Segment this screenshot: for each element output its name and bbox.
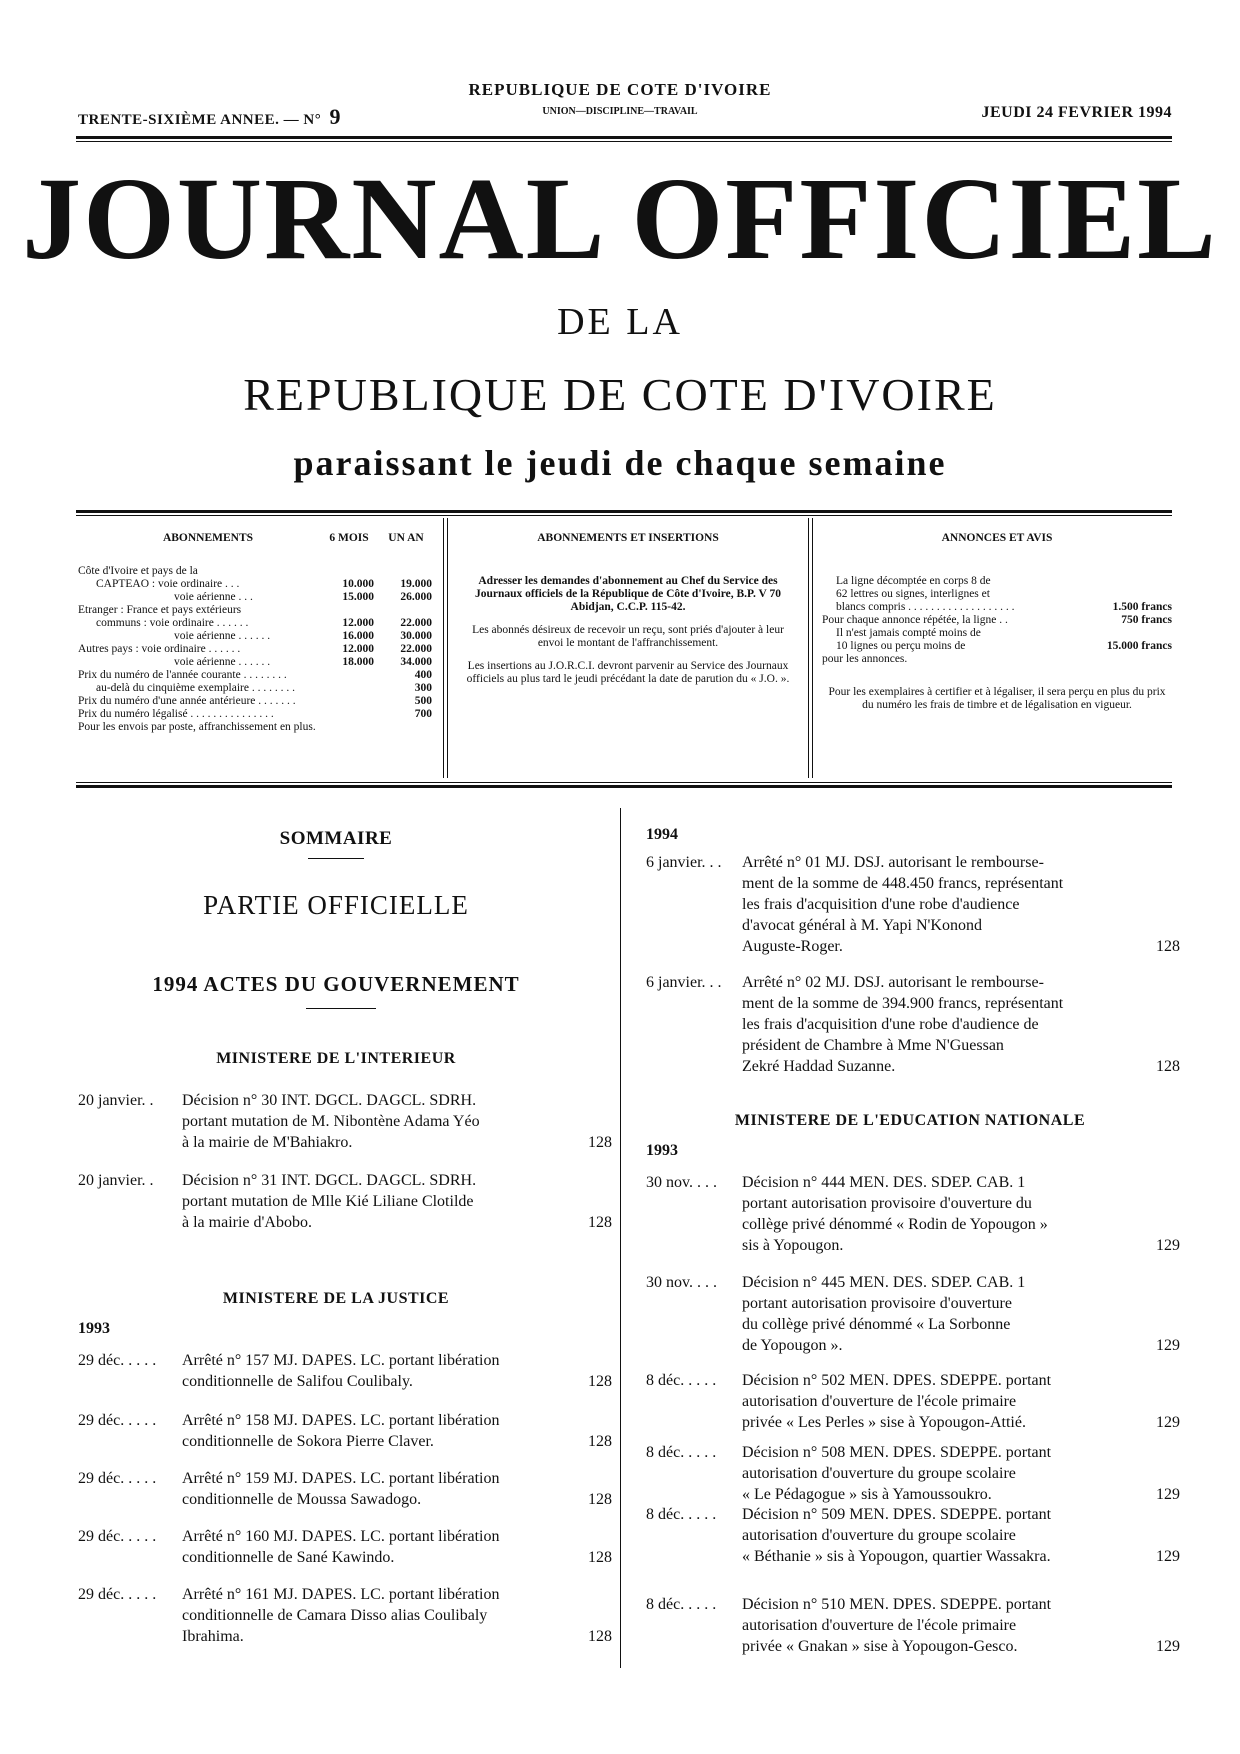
sommaire-title: SOMMAIRE	[279, 828, 393, 849]
column-divider	[620, 808, 621, 1668]
abonnement-row	[78, 591, 432, 604]
entry-text-line: portant mutation de Mlle Kié Liliane Clotilde	[182, 1193, 474, 1210]
insertions-paragraph-1: Adresser les demandes d'abonnement au Chef du Service des Journaux officiels de la République de Côte d'Ivoire, B.P. V 70 Abidjan, C.C.P. 115-42.	[475, 575, 781, 613]
entry-text-line: Décision n° 445 MEN. DES. SDEP. CAB. 1	[742, 1274, 1026, 1291]
infobox-divider-1	[443, 518, 444, 778]
masthead-republic: REPUBLIQUE DE COTE D'IVOIRE	[243, 369, 997, 420]
entry-text-line: Arrêté n° 161 MJ. DAPES. LC. portant libération	[182, 1586, 500, 1603]
infobox-bottom-rule-thin	[76, 782, 1172, 783]
abonnement-un-an: 26.000	[400, 591, 432, 603]
abonnement-un-an: 22.000	[400, 643, 432, 655]
abonnement-6mois: 16.000	[342, 630, 374, 642]
entry-text-line: autorisation d'ouverture de l'école primaire	[742, 1393, 1017, 1410]
abonnement-un-an: 30.000	[400, 630, 432, 642]
entry-page-number: 128	[1156, 1058, 1180, 1075]
entry-text-line: Décision n° 509 MEN. DPES. SDEPPE. portant	[742, 1506, 1052, 1523]
sommaire-entry	[646, 1504, 1180, 1567]
insertions-title: ABONNEMENTS ET INSERTIONS	[537, 532, 719, 544]
entry-text-line: d'avocat général à M. Yapi N'Konond	[742, 917, 982, 934]
header-rule	[76, 136, 1172, 139]
abonnement-label: Etranger : France et pays extérieurs	[78, 604, 242, 616]
annonces-line-2: 62 lettres ou signes, interlignes et	[836, 588, 990, 600]
annonces-price-3: 15.000 francs	[1106, 640, 1172, 652]
sommaire-entry	[78, 1090, 612, 1153]
entry-text-line: Décision n° 502 MEN. DPES. SDEPPE. portant	[742, 1372, 1052, 1389]
entry-date: 6 janvier. . .	[646, 854, 722, 871]
year-1994-right: 1994	[646, 826, 678, 843]
entry-page-number: 129	[1156, 1638, 1180, 1655]
abonnement-label: voie aérienne . . .	[174, 591, 253, 603]
abonnements-table	[78, 565, 432, 734]
actes-rule	[306, 1008, 376, 1009]
sommaire-entry	[78, 1170, 612, 1233]
entry-text-line: portant autorisation provisoire d'ouverture du	[742, 1195, 1032, 1212]
entry-page-number: 129	[1156, 1548, 1180, 1565]
entry-text-line: de Yopougon ».	[742, 1337, 843, 1354]
abonnement-6mois: 12.000	[342, 617, 374, 629]
entry-text-line: Décision n° 31 INT. DGCL. DAGCL. SDRH.	[182, 1172, 477, 1189]
entry-page-number: 129	[1156, 1486, 1180, 1503]
entry-date: 8 déc. . . . .	[646, 1596, 717, 1613]
sommaire-entry	[646, 1172, 1180, 1256]
abonnement-6mois	[322, 695, 374, 708]
insertions-paragraph-2: Les abonnés désireux de recevoir un reçu, sont priés d'ajouter à leur envoi le montant de l'affranchissement.	[472, 624, 784, 649]
abonnement-label: Pour les envois par poste, affranchissement en plus.	[78, 721, 316, 733]
entry-page-number: 128	[588, 1214, 612, 1231]
abonnement-6mois: 12.000	[342, 643, 374, 655]
entry-text-line: Décision n° 30 INT. DGCL. DAGCL. SDRH.	[182, 1092, 477, 1109]
sommaire-entry	[646, 852, 1180, 957]
entry-text-line: conditionnelle de Moussa Sawadogo.	[182, 1491, 422, 1508]
sommaire-entry	[78, 1468, 612, 1510]
entry-text-line: ment de la somme de 394.900 francs, représentant	[742, 995, 1064, 1012]
section-education: MINISTERE DE L'EDUCATION NATIONALE	[734, 1112, 1086, 1129]
entry-text-line: président de Chambre à Mme N'Guessan	[742, 1037, 1004, 1054]
entry-date: 30 nov. . . .	[646, 1174, 717, 1191]
abonnement-row	[78, 630, 432, 643]
entry-text-line: du collège privé dénommé « La Sorbonne	[742, 1316, 1011, 1333]
entry-text-line: Zekré Haddad Suzanne.	[742, 1058, 896, 1075]
entry-text-line: conditionnelle de Sané Kawindo.	[182, 1549, 395, 1566]
entry-date: 30 nov. . . .	[646, 1274, 717, 1291]
annonces-line-4: Pour chaque annonce répétée, la ligne . .	[822, 614, 1008, 626]
entry-date: 8 déc. . . . .	[646, 1506, 717, 1523]
abonnement-6mois	[322, 721, 374, 734]
masthead-frequency: paraissant le jeudi de chaque semaine	[293, 443, 947, 483]
entry-text-line: les frais d'acquisition d'une robe d'audience	[742, 896, 1020, 913]
entry-date: 29 déc. . . . .	[78, 1528, 157, 1545]
abonnement-row	[78, 643, 432, 656]
abonnement-6mois	[322, 565, 374, 578]
abonnement-un-an: 400	[414, 669, 432, 681]
entry-text-line: à la mairie d'Abobo.	[182, 1214, 312, 1231]
infobox-bottom-rule	[76, 785, 1172, 788]
abonnement-label: au-delà du cinquième exemplaire . . . . . . . .	[96, 682, 295, 694]
abonnement-un-an: 300	[414, 682, 432, 694]
entry-text-line: Décision n° 508 MEN. DPES. SDEPPE. portant	[742, 1444, 1052, 1461]
abonnement-row	[78, 565, 432, 578]
entry-page-number: 128	[1156, 938, 1180, 955]
entry-text-line: autorisation d'ouverture du groupe scolaire	[742, 1465, 1016, 1482]
sommaire-entry	[646, 1442, 1180, 1505]
insertions-box	[458, 532, 798, 696]
entry-text-line: les frais d'acquisition d'une robe d'audience de	[742, 1016, 1039, 1033]
abonnement-label: Autres pays : voie ordinaire . . . . . .	[78, 643, 241, 655]
abonnement-6mois	[322, 669, 374, 682]
abonnement-6mois: 15.000	[342, 591, 374, 603]
abonnements-col2: UN AN	[388, 532, 424, 544]
abonnement-label: CAPTEAO : voie ordinaire . . .	[96, 578, 240, 590]
entry-text-line: Arrêté n° 159 MJ. DAPES. LC. portant libération	[182, 1470, 500, 1487]
issue-text: TRENTE-SIXIÈME ANNEE. — N°	[78, 112, 322, 128]
infobox-top-rule	[76, 510, 1172, 513]
abonnement-label: communs : voie ordinaire . . . . . .	[96, 617, 249, 629]
header-republic: REPUBLIQUE DE COTE D'IVOIRE	[468, 80, 772, 99]
entry-date: 8 déc. . . . .	[646, 1372, 717, 1389]
infobox-top-rule-thin	[76, 515, 1172, 516]
masthead-title: JOURNAL OFFICIEL	[22, 153, 1218, 284]
sommaire-entry	[78, 1526, 612, 1568]
entry-text-line: autorisation d'ouverture de l'école primaire	[742, 1617, 1017, 1634]
abonnement-6mois: 10.000	[342, 578, 374, 590]
annonces-line-6: 10 lignes ou perçu moins de	[836, 640, 966, 652]
abonnement-6mois: 18.000	[342, 656, 374, 668]
annonces-title: ANNONCES ET AVIS	[941, 532, 1053, 544]
entry-date: 29 déc. . . . .	[78, 1586, 157, 1603]
annonces-line-7: pour les annonces.	[822, 653, 908, 665]
sommaire-entry	[646, 972, 1180, 1077]
abonnement-row	[78, 669, 432, 682]
entry-page-number: 128	[588, 1549, 612, 1566]
entry-text-line: Arrêté n° 160 MJ. DAPES. LC. portant libération	[182, 1528, 500, 1545]
abonnement-un-an: 19.000	[400, 578, 432, 590]
entry-text-line: collège privé dénommé « Rodin de Yopougon »	[742, 1216, 1048, 1233]
entry-date: 29 déc. . . . .	[78, 1470, 157, 1487]
entry-date: 29 déc. . . . .	[78, 1352, 157, 1369]
entry-text-line: sis à Yopougon.	[742, 1237, 844, 1254]
section-interieur: MINISTERE DE L'INTERIEUR	[216, 1050, 456, 1067]
entry-text-line: privée « Les Perles » sise à Yopougon-Attié.	[742, 1414, 1026, 1431]
annonces-line-5: Il n'est jamais compté moins de	[836, 627, 981, 639]
issue-date: JEUDI 24 FEVRIER 1994	[981, 104, 1172, 121]
abonnement-label: voie aérienne . . . . . .	[174, 630, 271, 642]
abonnement-un-an: 700	[414, 708, 432, 720]
abonnement-un-an	[374, 565, 432, 578]
abonnement-label: Prix du numéro d'une année antérieure . . . . . . .	[78, 695, 296, 707]
entry-text-line: autorisation d'ouverture du groupe scolaire	[742, 1527, 1016, 1544]
abonnement-row	[78, 656, 432, 669]
entry-text-line: conditionnelle de Sokora Pierre Claver.	[182, 1433, 434, 1450]
abonnement-label: Prix du numéro légalisé . . . . . . . . . . . . . . .	[78, 708, 274, 720]
entry-date: 29 déc. . . . .	[78, 1412, 157, 1429]
abonnement-un-an: 22.000	[400, 617, 432, 629]
entry-page-number: 129	[1156, 1237, 1180, 1254]
abonnement-un-an	[374, 604, 432, 617]
header-motto: UNION—DISCIPLINE—TRAVAIL	[542, 106, 698, 117]
actes-gouvernement: 1994 ACTES DU GOUVERNEMENT	[152, 972, 520, 996]
issue-number: 9	[329, 104, 341, 129]
entry-text-line: à la mairie de M'Bahiakro.	[182, 1134, 353, 1151]
annonces-line-3: blancs compris . . . . . . . . . . . . . . . . . . .	[836, 601, 1015, 613]
entry-text-line: conditionnelle de Camara Disso alias Coulibaly	[182, 1607, 488, 1624]
annonces-price-2: 750 francs	[1121, 614, 1172, 626]
masthead-de-la: DE LA	[557, 301, 683, 343]
infobox-divider-2b	[812, 518, 813, 778]
abonnement-label: Prix du numéro de l'année courante . . . . . . . .	[78, 669, 287, 681]
entry-text-line: conditionnelle de Salifou Coulibaly.	[182, 1373, 413, 1390]
infobox-divider-1b	[447, 518, 448, 778]
abonnement-row	[78, 682, 432, 695]
entry-text-line: portant mutation de M. Nibontène Adama Yéo	[182, 1113, 480, 1130]
entry-page-number: 129	[1156, 1337, 1180, 1354]
sommaire-entry	[646, 1594, 1180, 1657]
infobox-divider-2	[808, 518, 809, 778]
entry-page-number: 128	[588, 1134, 612, 1151]
abonnement-un-an: 500	[414, 695, 432, 707]
entry-text-line: Arrêté n° 158 MJ. DAPES. LC. portant libération	[182, 1412, 500, 1429]
entry-text-line: privée « Gnakan » sise à Yopougon-Gesco.	[742, 1638, 1018, 1655]
entry-text-line: Arrêté n° 02 MJ. DSJ. autorisant le rembourse-	[742, 974, 1044, 991]
abonnement-label: voie aérienne . . . . . .	[174, 656, 271, 668]
entry-date: 8 déc. . . . .	[646, 1444, 717, 1461]
entry-date: 20 janvier. .	[78, 1092, 154, 1109]
entry-text-line: Ibrahima.	[182, 1628, 244, 1645]
abonnement-row	[78, 695, 432, 708]
entry-page-number: 128	[588, 1628, 612, 1645]
entry-text-line: ment de la somme de 448.450 francs, représentant	[742, 875, 1064, 892]
sommaire-rule	[308, 858, 364, 859]
sommaire-entry	[78, 1350, 612, 1392]
entry-text-line: Arrêté n° 01 MJ. DSJ. autorisant le rembourse-	[742, 854, 1044, 871]
abonnement-un-an	[374, 721, 432, 734]
annonces-line-1: La ligne décomptée en corps 8 de	[836, 575, 991, 587]
year-1993-left: 1993	[78, 1320, 110, 1337]
abonnement-un-an: 34.000	[400, 656, 432, 668]
entry-text-line: Décision n° 510 MEN. DPES. SDEPPE. portant	[742, 1596, 1052, 1613]
annonces-paragraph: Pour les exemplaires à certifier et à légaliser, il sera perçu en plus du prix du numéro les frais de timbre et de légalisation en vigueur.	[828, 686, 1166, 711]
abonnements-box	[78, 532, 432, 734]
partie-officielle: PARTIE OFFICIELLE	[203, 890, 469, 920]
year-1993-right: 1993	[646, 1142, 678, 1159]
annonces-box	[822, 532, 1172, 722]
entry-text-line: « Béthanie » sis à Yopougon, quartier Wassakra.	[742, 1548, 1051, 1565]
abonnement-row	[78, 604, 432, 617]
abonnement-6mois	[322, 604, 374, 617]
abonnement-6mois	[322, 682, 374, 695]
abonnement-label: Côte d'Ivoire et pays de la	[78, 565, 198, 577]
header-rule-thin	[76, 141, 1172, 142]
abonnement-6mois	[322, 708, 374, 721]
sommaire-entry	[646, 1272, 1180, 1356]
entry-text-line: Décision n° 444 MEN. DES. SDEP. CAB. 1	[742, 1174, 1026, 1191]
annonces-price-1: 1.500 francs	[1112, 601, 1172, 613]
entry-page-number: 129	[1156, 1414, 1180, 1431]
entry-text-line: portant autorisation provisoire d'ouverture	[742, 1295, 1012, 1312]
entry-page-number: 128	[588, 1433, 612, 1450]
abonnements-title: ABONNEMENTS	[162, 532, 254, 544]
abonnement-row	[78, 721, 432, 734]
sommaire-entry	[646, 1370, 1180, 1433]
insertions-paragraph-3: Les insertions au J.O.R.C.I. devront parvenir au Service des Journaux officiels au plus tard le jeudi précédant la date de parution du « J.O. ».	[466, 660, 790, 685]
entry-date: 6 janvier. . .	[646, 974, 722, 991]
entry-text-line: Arrêté n° 157 MJ. DAPES. LC. portant libération	[182, 1352, 500, 1369]
sommaire-entry	[78, 1584, 612, 1647]
sommaire-entry	[78, 1410, 612, 1452]
abonnements-col1: 6 MOIS	[329, 532, 369, 544]
section-justice: MINISTERE DE LA JUSTICE	[222, 1290, 450, 1307]
abonnement-row	[78, 578, 432, 591]
abonnement-row	[78, 617, 432, 630]
entry-page-number: 128	[588, 1373, 612, 1390]
entry-text-line: « Le Pédagogue » sis à Yamoussoukro.	[742, 1486, 992, 1503]
entry-date: 20 janvier. .	[78, 1172, 154, 1189]
entry-page-number: 128	[588, 1491, 612, 1508]
abonnement-row	[78, 708, 432, 721]
entry-text-line: Auguste-Roger.	[742, 938, 843, 955]
